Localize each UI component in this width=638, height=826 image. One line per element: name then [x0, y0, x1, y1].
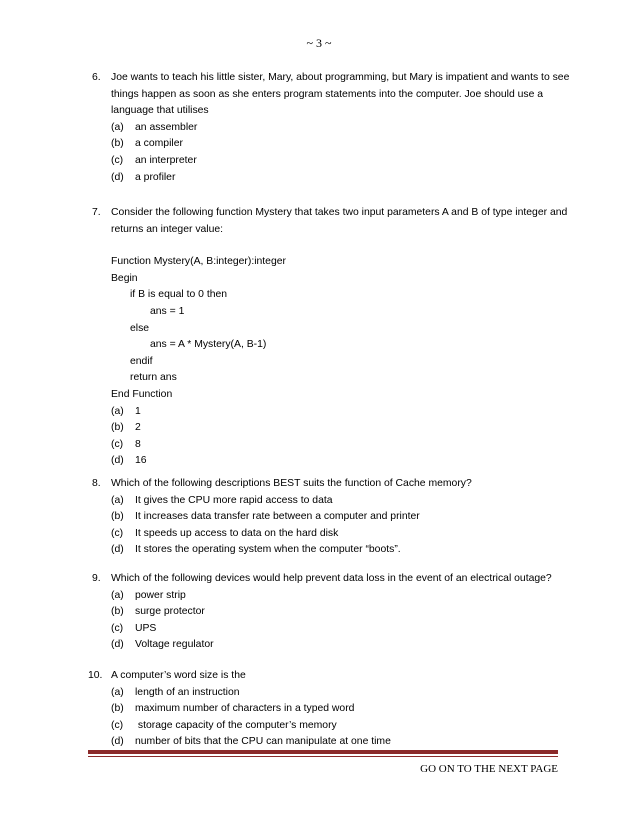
question-6 — [0, 70, 638, 186]
question-stem — [0, 571, 581, 588]
code-line: Begin — [111, 272, 138, 284]
question-number: 9. — [92, 573, 101, 584]
code-line: End Function — [111, 388, 173, 400]
option-a: (a) 1 — [111, 405, 141, 417]
option-d: (d) 16 — [111, 455, 147, 467]
option-c: (c) an interpreter — [111, 154, 197, 166]
code-line: if B is equal to 0 then — [130, 289, 228, 301]
option-a: (a) length of an instruction — [111, 686, 240, 698]
question-9 — [0, 571, 638, 654]
option-c: (c) storage capacity of the computer’s memory — [111, 719, 337, 731]
question-text: Which of the following devices would help prevent data loss in the event of an electrical outage? — [111, 573, 552, 584]
option-b: (b) 2 — [111, 422, 141, 434]
question-text: A computer’s word size is the — [111, 670, 246, 681]
question-text: Which of the following descriptions BEST suits the function of Cache memory? — [111, 478, 472, 489]
option-c: (c) 8 — [111, 438, 141, 450]
question-8 — [0, 476, 638, 559]
question-stem — [0, 476, 581, 493]
footer-text: GO ON TO THE NEXT PAGE — [420, 763, 558, 775]
question-text: Consider the following function Mystery that takes two input parameters A and B of type integer and returns an integer value: — [111, 207, 568, 235]
question-number: 6. — [92, 72, 101, 83]
footer-divider — [88, 750, 558, 754]
page-number: ~ 3 ~ — [306, 36, 332, 50]
option-b: (b) It increases data transfer rate between a computer and printer — [111, 511, 420, 523]
footer-divider-thin — [88, 756, 558, 757]
code-line: return ans — [130, 372, 177, 384]
option-d: (d) number of bits that the CPU can manipulate at one time — [111, 736, 391, 748]
option-b: (b) surge protector — [111, 606, 205, 618]
question-stem — [0, 205, 581, 238]
question-text: Joe wants to teach his little sister, Mary, about programming, but Mary is impatient and wants to see things happen as soon as she enters program statements into the computer. Joe should use a language that utilises — [111, 72, 570, 117]
code-line: Function Mystery(A, B:integer):integer — [111, 256, 286, 268]
question-number: 7. — [92, 207, 101, 218]
option-d: (d) a profiler — [111, 171, 176, 183]
option-b: (b) maximum number of characters in a typed word — [111, 703, 355, 715]
question-stem — [0, 70, 581, 120]
question-7 — [0, 205, 638, 470]
question-stem — [0, 668, 581, 685]
question-number: 10. — [88, 670, 103, 681]
option-a: (a) an assembler — [111, 121, 198, 133]
question-10 — [0, 668, 638, 751]
option-a: (a) power strip — [111, 589, 186, 601]
option-a: (a) It gives the CPU more rapid access to data — [111, 494, 333, 506]
option-d: (d) Voltage regulator — [111, 639, 214, 651]
option-b: (b) a compiler — [111, 138, 183, 150]
option-c: (c) UPS — [111, 622, 157, 634]
option-d: (d) It stores the operating system when the computer “boots”. — [111, 544, 401, 556]
code-line: endif — [130, 355, 153, 367]
code-line: ans = A * Mystery(A, B-1) — [150, 339, 267, 351]
code-line: else — [130, 322, 150, 334]
question-number: 8. — [92, 478, 101, 489]
option-c: (c) It speeds up access to data on the hard disk — [111, 527, 339, 539]
code-line: ans = 1 — [150, 305, 185, 317]
